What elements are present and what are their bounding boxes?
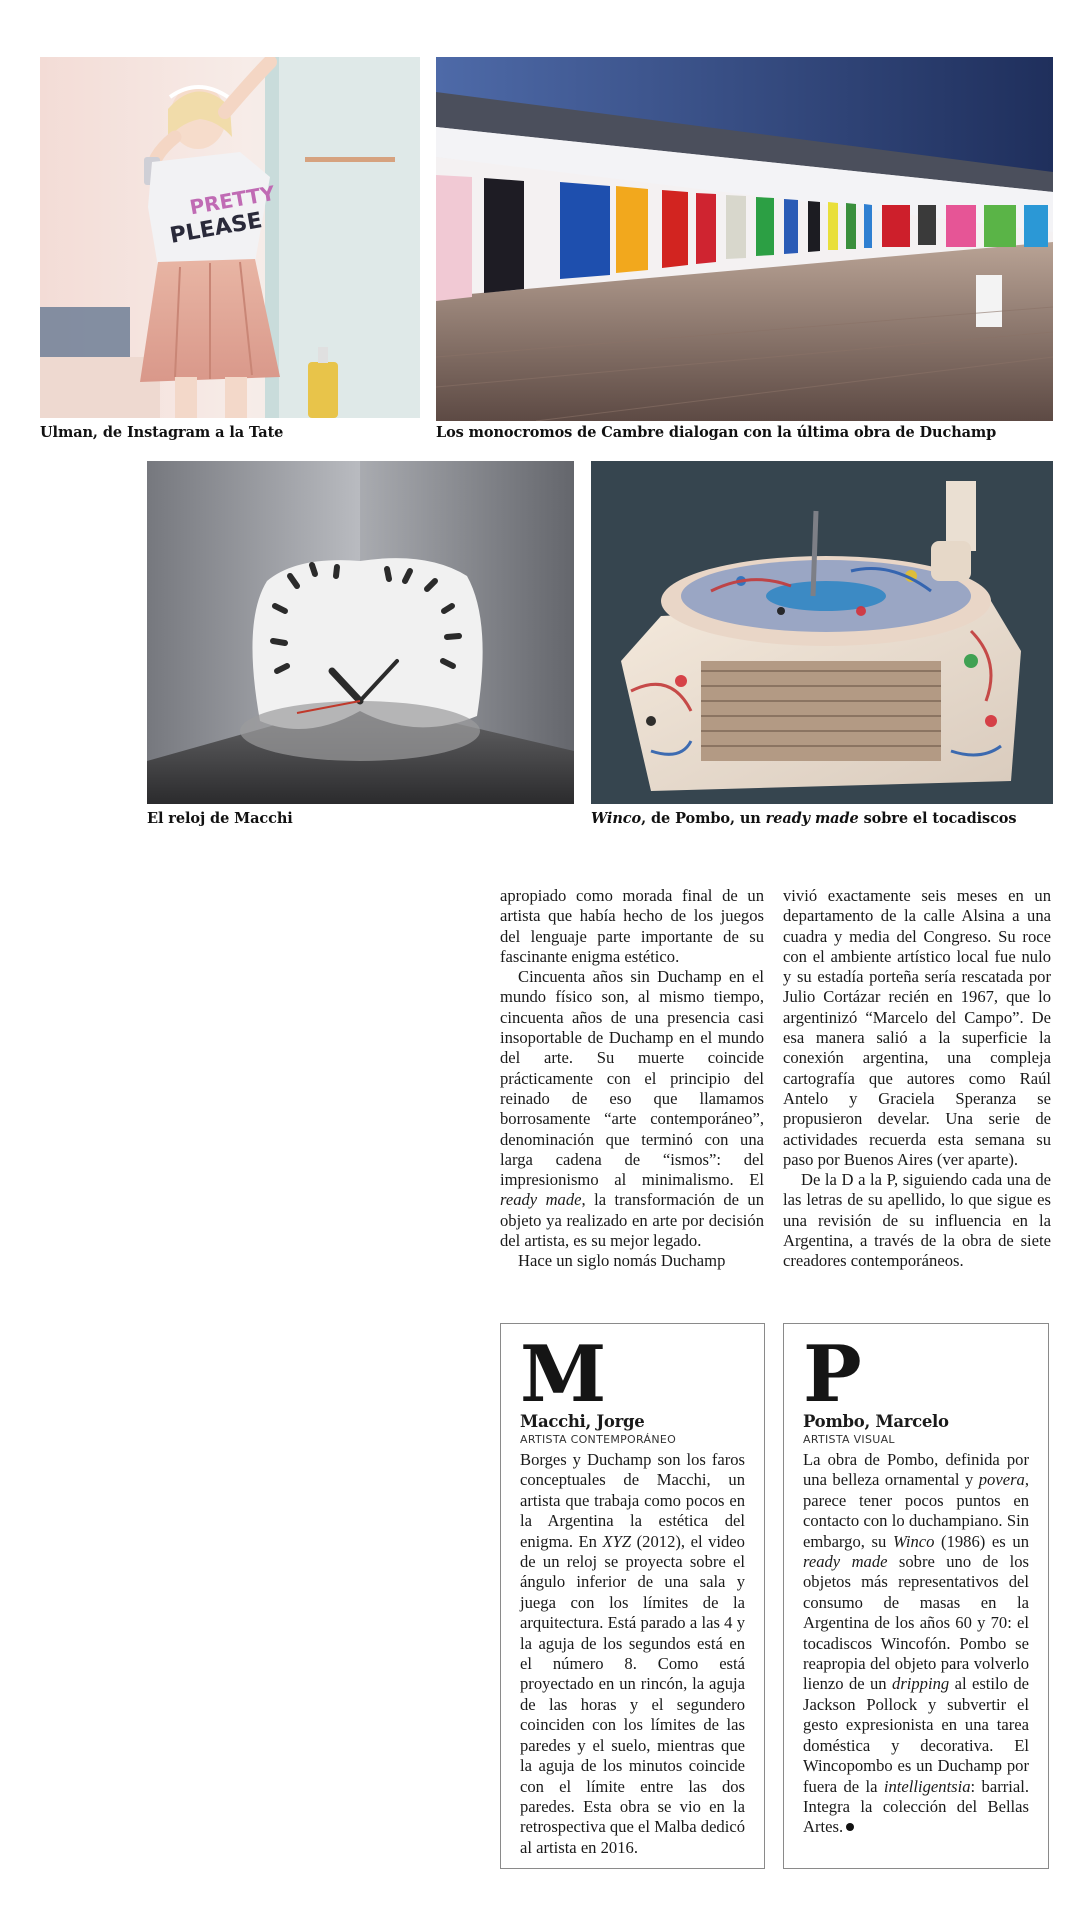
photo-reloj-macchi	[147, 461, 574, 804]
shirt-text-please: PLEASE	[168, 208, 265, 249]
caption-ulman: Ulman, de Instagram a la Tate	[40, 424, 284, 441]
entry-body-text: (1986) es un	[934, 1531, 1029, 1551]
caption-winco-italic-1: Winco	[591, 810, 642, 827]
caption-monocromos: Los monocromos de Cambre dialogan con la última obra de Duchamp	[436, 424, 997, 441]
entry-body-text: La obra de Pombo, definida por una belleza ornamental y	[803, 1450, 1029, 1490]
entry-body-text: sobre uno de los objetos más representativos del consumo de masas en la Argentina de los años 60 y 70: el tocadiscos Wincofón. Pombo se reapropia del objeto para volverlo lienzo de un	[803, 1552, 1029, 1694]
entry-body-text: , parece tener pocos puntos en contacto con lo duchampiano. Sin embargo, su	[803, 1470, 1029, 1551]
entry-body	[520, 1450, 745, 1858]
shirt-text-pretty: PRETTY	[187, 180, 277, 220]
article-paragraph: Hace un siglo nomás Duchamp	[518, 1251, 726, 1271]
entry-name: Pombo, Marcelo	[803, 1412, 949, 1431]
caption-winco-part-2: sobre el tocadiscos	[858, 810, 1017, 827]
article-column-2	[783, 886, 1051, 1272]
article-paragraph: vivió exactamente seis meses en un departamento de la calle Alsina a una cuadra y media del Congreso. Su roce con el ambiente artístico local fue nulo y su estadía porteña sería rescatada por Julio Cortázar recién en 1967, que lo argentinizó “Marcelo del Campo”. De esa manera salió a la superficie la conexión argentina, una compleja cartografía que autores como Raúl Antelo y Graciela Speranza se propusieron develar. Una serie de actividades recuerda esta semana su paso por Buenos Aires (ver aparte).	[783, 886, 1051, 1169]
entry-body	[803, 1450, 1029, 1838]
entry-body-text: Borges y Duchamp son los faros conceptuales de Macchi, un artista que trabaja como pocos en la Argentina la estética del enigma. En	[520, 1450, 745, 1551]
article-paragraph	[500, 967, 764, 1251]
entry-body-text: al estilo de Jackson Pollock y subvertir el gesto expresionista en una tarea doméstica y decorativa. El Wincopombo es un Duchamp por fuera de la	[803, 1674, 1029, 1796]
entry-body-italic: Winco	[892, 1531, 935, 1551]
caption-winco-italic-2: ready made	[765, 810, 859, 827]
article-text: , la transformación de un objeto ya realizado en arte por decisión del artista, es su mejor legado.	[500, 1190, 765, 1251]
entry-role: ARTISTA CONTEMPORÁNEO	[520, 1433, 677, 1446]
entry-initial-letter: M	[520, 1329, 607, 1420]
photo-monocromos	[436, 57, 1053, 421]
caption-reloj-macchi: El reloj de Macchi	[147, 810, 293, 827]
article-text: Cincuenta años sin Duchamp en el mundo físico son, al mismo tiempo, cincuenta años de una presencia casi insoportable de Duchamp en el mundo del arte. Su muerte coincide prácticamente con el principio del reinado de eso que llamamos borrosamente “arte contemporáneo”, denominación que terminó con una larga cadena de “ismos”: del impresionismo al minimalismo. El	[500, 967, 764, 1190]
entry-body-italic: XYZ	[602, 1531, 632, 1551]
article-paragraph: apropiado como morada final de un artista que había hecho de los juegos del lenguaje parte importante de su fascinante enigma estético.	[500, 886, 764, 966]
photo-ulman	[40, 57, 420, 418]
entry-body-italic: dripping	[892, 1674, 950, 1694]
entry-body-text: (2012), el video de un reloj se proyecta sobre el ángulo inferior de una sala y juega con los límites de la arquitectura. Está parado a las 4 y la aguja de los segundos está en el número 8. Como está proyectado en un rincón, la aguja de las horas y el segundero coinciden con los límites de las paredes y el suelo, mientras que la aguja de los minutos coincide con el límite entre las dos paredes. Esta obra se vio en la retrospectiva que el Malba dedicó al artista en 2016.	[520, 1531, 745, 1857]
caption-winco-pombo	[591, 810, 1016, 827]
article-text-italic: ready made	[500, 1190, 582, 1210]
entry-body-italic: povera	[978, 1470, 1025, 1490]
entry-box-pombo	[783, 1323, 1049, 1869]
entry-role: ARTISTA VISUAL	[803, 1433, 895, 1446]
caption-winco-part-1: , de Pombo, un	[641, 810, 766, 827]
entry-body-italic: intelligentsia	[883, 1776, 971, 1796]
entry-body-text: : barrial. Integra la colección del Bellas Artes.	[803, 1776, 1029, 1837]
entry-body-italic: ready made	[803, 1552, 888, 1572]
article-column-1	[500, 886, 764, 1272]
entry-initial-letter: P	[803, 1329, 862, 1420]
entry-name: Macchi, Jorge	[520, 1412, 645, 1431]
entry-box-macchi	[500, 1323, 765, 1869]
photo-winco-pombo	[591, 461, 1053, 804]
article-paragraph: De la D a la P, siguiendo cada una de las letras de su apellido, lo que sigue es una revisión de su influencia en la Argentina, a través de la obra de siete creadores contemporáneos.	[783, 1170, 1051, 1271]
end-of-article-dot	[846, 1823, 854, 1831]
